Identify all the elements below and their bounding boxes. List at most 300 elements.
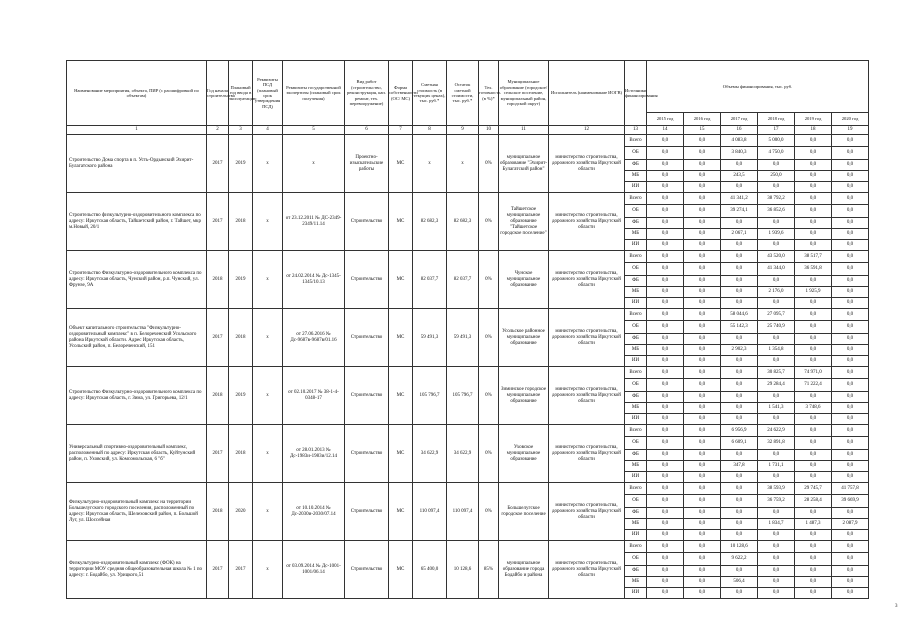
funding-value: 0,0 [832, 345, 869, 356]
funding-value: 0,0 [795, 461, 832, 472]
funding-value: 0,0 [647, 334, 684, 345]
remainder: 34 622,9 [447, 425, 479, 483]
funding-value: 0,0 [684, 508, 721, 519]
end-year: 2018 [229, 425, 253, 483]
column-number: 2 [207, 126, 229, 135]
funding-value: 1 354,8 [758, 345, 795, 356]
funding-value: 0,0 [684, 240, 721, 251]
column-number: 18 [795, 126, 832, 135]
funding-value: 0,0 [758, 240, 795, 251]
funding-value: 0,0 [832, 276, 869, 287]
funding-value: 2 087,9 [832, 519, 869, 530]
funding-source: ОБ [625, 205, 647, 218]
funding-source: ИИ [625, 240, 647, 251]
start-year: 2018 [207, 367, 229, 425]
funding-value: 0,0 [721, 392, 758, 403]
table-row [67, 483, 869, 495]
funding-value: 0,0 [721, 276, 758, 287]
funding-value: 24 622,9 [758, 425, 795, 437]
funding-value: 0,0 [684, 437, 721, 450]
funding-value: 3 840,3 [721, 147, 758, 160]
funding-value: 36 759,2 [758, 495, 795, 508]
funding-source: МБ [625, 519, 647, 530]
funding-value: 0,0 [795, 182, 832, 193]
funding-value: 0,0 [758, 276, 795, 287]
header-estimate: Сметная стоимость (в текущих ценах), тыс. руб.* [413, 61, 447, 126]
funding-value: 0,0 [832, 566, 869, 577]
funding-value: 38 517,7 [795, 251, 832, 263]
column-numbers-row [67, 126, 869, 135]
funding-value: 4 750,0 [758, 147, 795, 160]
funding-value: 243,5 [721, 171, 758, 182]
header-source: Источники финансирования [625, 61, 647, 126]
column-number: 15 [684, 126, 721, 135]
header-expertise: Реквизиты государственной экспертизы (плановый срок получения) [283, 61, 345, 126]
column-number: 1 [67, 126, 207, 135]
funding-value: 0,0 [684, 450, 721, 461]
funding-source: ФБ [625, 276, 647, 287]
funding-source: Всего [625, 367, 647, 379]
funding-source: ОБ [625, 495, 647, 508]
header-executor: Исполнитель (наименование ИОГВ) [549, 61, 625, 126]
header-start-year: Год начала строительства [207, 61, 229, 126]
funding-value: 0,0 [647, 345, 684, 356]
funding-value: 0,0 [795, 193, 832, 205]
funding-value: 0,0 [795, 425, 832, 437]
work-type: Проектно-изыскательские работы [345, 135, 389, 193]
funding-value: 0,0 [795, 276, 832, 287]
funding-value: 0,0 [684, 566, 721, 577]
funding-value: 0,0 [758, 160, 795, 171]
funding-value: 0,0 [795, 530, 832, 541]
funding-value: 0,0 [684, 309, 721, 321]
end-year: 2019 [229, 367, 253, 425]
funding-source: Всего [625, 309, 647, 321]
funding-value: 0,0 [795, 135, 832, 147]
funding-source: МБ [625, 403, 647, 414]
psd: x [253, 135, 283, 193]
funding-value: 0,0 [647, 147, 684, 160]
funding-value: 36 591,8 [795, 263, 832, 276]
funding-value: 0,0 [758, 566, 795, 577]
funding-value: 0,0 [795, 205, 832, 218]
readiness: 0% [479, 193, 499, 251]
estimate: 59 491,3 [413, 309, 447, 367]
funding-value: 0,0 [832, 309, 869, 321]
funding-value: 0,0 [721, 287, 758, 298]
funding-source: Всего [625, 135, 647, 147]
funding-value: 0,0 [684, 287, 721, 298]
municipality: муниципальное образование города Бодайбо и района [499, 541, 549, 599]
funding-value: 0,0 [684, 160, 721, 171]
ownership: МС [389, 483, 413, 541]
funding-value: 0,0 [758, 588, 795, 599]
expertise: от 28.01.2013 № Дс-1983и-1983и/12.14 [283, 425, 345, 483]
remainder: 10 128,6 [447, 541, 479, 599]
funding-value: 0,0 [832, 541, 869, 553]
executor: министерство строительства, дорожного хозяйства Иркутской области [549, 135, 625, 193]
funding-value: 1 925,9 [795, 287, 832, 298]
object-name: Объект капитального строительства "Физкультурно-оздоровительный комплекс" в п. Белореченский Усольского района Иркутской области. Адрес Иркутская область, Усольский район, п. Белореченский, 151 [67, 309, 207, 367]
executor: министерство строительства, дорожного хозяйства Иркутской области [549, 193, 625, 251]
column-number: 17 [758, 126, 795, 135]
funding-value: 39 274,1 [721, 205, 758, 218]
psd: x [253, 251, 283, 309]
funding-value: 0,0 [795, 450, 832, 461]
funding-value: 9 622,2 [721, 553, 758, 566]
funding-value: 1 834,7 [758, 519, 795, 530]
funding-value: 1 731,1 [758, 461, 795, 472]
funding-value: 0,0 [684, 367, 721, 379]
start-year: 2017 [207, 541, 229, 599]
end-year: 2018 [229, 309, 253, 367]
funding-value: 0,0 [684, 147, 721, 160]
funding-value: 0,0 [832, 392, 869, 403]
funding-value: 1 487,3 [795, 519, 832, 530]
executor: министерство строительства, дорожного хозяйства Иркутской области [549, 425, 625, 483]
funding-value: 0,0 [684, 229, 721, 240]
work-type: Строительство [345, 367, 389, 425]
funding-value: 0,0 [721, 566, 758, 577]
ownership: МС [389, 425, 413, 483]
funding-value: 0,0 [758, 530, 795, 541]
expertise: от 03.09.2014 № Дс-1001-1001/06.14 [283, 541, 345, 599]
funding-value: 0,0 [832, 414, 869, 425]
readiness: 0% [479, 251, 499, 309]
remainder: 110 097,4 [447, 483, 479, 541]
funding-value: 0,0 [684, 577, 721, 588]
column-number: 13 [625, 126, 647, 135]
funding-value: 0,0 [684, 379, 721, 392]
funding-value: 29 745,7 [795, 483, 832, 495]
funding-value: 0,0 [832, 263, 869, 276]
readiness: 85% [479, 541, 499, 599]
funding-source: ФБ [625, 450, 647, 461]
funding-value: 0,0 [721, 298, 758, 309]
funding-value: 32 891,8 [758, 437, 795, 450]
funding-value: 0,0 [647, 508, 684, 519]
column-number: 6 [345, 126, 389, 135]
funding-value: 0,0 [647, 287, 684, 298]
header-psd: Реквизиты ПСД (плановый срок утверждения ПСД) [253, 61, 283, 126]
funding-source: ИИ [625, 298, 647, 309]
funding-value: 0,0 [684, 334, 721, 345]
funding-source: ОБ [625, 147, 647, 160]
column-number: 10 [479, 126, 499, 135]
column-number: 12 [549, 126, 625, 135]
funding-value: 6 956,9 [721, 425, 758, 437]
funding-value: 1 939,6 [758, 229, 795, 240]
funding-value: 0,0 [647, 205, 684, 218]
municipality: Усольское районное муниципальное образование [499, 309, 549, 367]
funding-value: 0,0 [795, 334, 832, 345]
funding-value: 0,0 [684, 205, 721, 218]
executor: министерство строительства, дорожного хозяйства Иркутской области [549, 541, 625, 599]
header-year: 2018 год [758, 113, 795, 126]
end-year: 2019 [229, 251, 253, 309]
municipality: Тайшетское муниципальное образование "Тайшетское городское поселение" [499, 193, 549, 251]
funding-value: 2 176,0 [758, 287, 795, 298]
funding-value: 0,0 [795, 218, 832, 229]
funding-value: 0,0 [647, 425, 684, 437]
readiness: 0% [479, 367, 499, 425]
funding-value: 0,0 [795, 472, 832, 483]
funding-value: 41 344,0 [758, 263, 795, 276]
funding-value: 0,0 [721, 519, 758, 530]
psd: x [253, 483, 283, 541]
object-name: Физкультурно-оздоровительный комплекс на территории Большелугского городского поселения, расположенный по адресу: Иркутская область, Шелеховский район, п. Большой Луг, ул. Шоссейная [67, 483, 207, 541]
end-year: 2020 [229, 483, 253, 541]
funding-value: 27 095,7 [758, 309, 795, 321]
work-type: Строительство [345, 541, 389, 599]
funding-source: ФБ [625, 392, 647, 403]
funding-value: 0,0 [647, 483, 684, 495]
funding-value: 0,0 [721, 367, 758, 379]
header-end-year: Плановый год ввода в эксплуатацию [229, 61, 253, 126]
column-number: 11 [499, 126, 549, 135]
funding-source: ФБ [625, 566, 647, 577]
funding-value: 0,0 [647, 392, 684, 403]
header-readiness: Тех. готовность (в %)* [479, 61, 499, 126]
column-number: 19 [832, 126, 869, 135]
funding-source: ИИ [625, 182, 647, 193]
expertise: от 27.06.2016 № Дс-9687в-9687в/01.16 [283, 309, 345, 367]
executor: министерство строительства, дорожного хозяйства Иркутской области [549, 251, 625, 309]
header-year: 2017 год [721, 113, 758, 126]
funding-value: 0,0 [758, 577, 795, 588]
page-mark: 3 [895, 604, 898, 609]
funding-value: 0,0 [684, 392, 721, 403]
funding-value: 0,0 [832, 425, 869, 437]
funding-value: 0,0 [647, 135, 684, 147]
funding-source: ФБ [625, 218, 647, 229]
funding-value: 0,0 [684, 425, 721, 437]
funding-value: 0,0 [832, 508, 869, 519]
funding-value: 0,0 [647, 367, 684, 379]
header-year: 2015 год [647, 113, 684, 126]
object-name: Строительство Дома спорта в п. Усть-Ордынский Эхирит-Булагатского района [67, 135, 207, 193]
funding-value: 0,0 [684, 495, 721, 508]
remainder: 105 796,7 [447, 367, 479, 425]
funding-source: ОБ [625, 321, 647, 334]
funding-source: МБ [625, 229, 647, 240]
header-municipality: Муниципальное образование (городское/сельское поселение, муниципальный район, городской округ) [499, 61, 549, 126]
funding-value: 0,0 [832, 182, 869, 193]
funding-value: 0,0 [684, 461, 721, 472]
funding-value: 41 757,8 [832, 483, 869, 495]
table-row [67, 309, 869, 321]
funding-value: 0,0 [758, 553, 795, 566]
municipality: Большелугское городское поселение [499, 483, 549, 541]
funding-value: 0,0 [832, 205, 869, 218]
funding-value: 0,0 [832, 450, 869, 461]
funding-value: 0,0 [684, 519, 721, 530]
remainder: x [447, 135, 479, 193]
funding-value: 0,0 [721, 483, 758, 495]
funding-value: 0,0 [647, 566, 684, 577]
funding-value: 58 044,6 [721, 309, 758, 321]
psd: x [253, 193, 283, 251]
funding-value: 0,0 [684, 472, 721, 483]
object-name: Универсальный спортивно-оздоровительный комплекс, расположенный по адресу: Иркутская область, Куйтунский район, п. Уховский, ул. Комсомольская, 6 "б" [67, 425, 207, 483]
funding-value: 0,0 [647, 229, 684, 240]
funding-value: 0,0 [758, 218, 795, 229]
funding-value: 0,0 [832, 577, 869, 588]
funding-source: МБ [625, 345, 647, 356]
funding-value: 0,0 [795, 147, 832, 160]
funding-value: 0,0 [647, 379, 684, 392]
funding-value: 0,0 [832, 193, 869, 205]
work-type: Строительство [345, 425, 389, 483]
end-year: 2017 [229, 541, 253, 599]
funding-value: 0,0 [721, 182, 758, 193]
funding-value: 0,0 [758, 356, 795, 367]
funding-value: 0,0 [832, 298, 869, 309]
funding-value: 0,0 [795, 566, 832, 577]
table-body [67, 135, 869, 599]
funding-value: 0,0 [684, 218, 721, 229]
funding-value: 5 000,0 [758, 135, 795, 147]
budget-sheet [66, 60, 866, 599]
funding-value: 0,0 [795, 160, 832, 171]
funding-source: Всего [625, 193, 647, 205]
estimate: 65 400,0 [413, 541, 447, 599]
funding-value: 0,0 [832, 218, 869, 229]
funding-value: 0,0 [684, 553, 721, 566]
ownership: МС [389, 193, 413, 251]
funding-value: 0,0 [832, 367, 869, 379]
funding-source: Всего [625, 541, 647, 553]
funding-value: 0,0 [647, 450, 684, 461]
estimate: 82 682,3 [413, 193, 447, 251]
funding-source: ИИ [625, 414, 647, 425]
funding-value: 0,0 [721, 356, 758, 367]
column-number: 9 [447, 126, 479, 135]
funding-value: 0,0 [795, 392, 832, 403]
municipality: муниципальное образование "Эхирит-Булагатский район" [499, 135, 549, 193]
expertise: от 23.12.2011 № ДС-2349-2349/11.14 [283, 193, 345, 251]
funding-value: 28 258,4 [795, 495, 832, 508]
executor: министерство строительства, дорожного хозяйства Иркутской области [549, 483, 625, 541]
ownership: МС [389, 367, 413, 425]
funding-value: 0,0 [721, 160, 758, 171]
table-row [67, 251, 869, 263]
funding-value: 0,0 [832, 403, 869, 414]
funding-value: 0,0 [721, 218, 758, 229]
funding-value: 0,0 [758, 182, 795, 193]
funding-value: 250,0 [758, 171, 795, 182]
funding-value: 1 541,3 [758, 403, 795, 414]
funding-value: 0,0 [795, 437, 832, 450]
psd: x [253, 367, 283, 425]
funding-value: 0,0 [721, 263, 758, 276]
readiness: 0% [479, 483, 499, 541]
funding-value: 0,0 [758, 450, 795, 461]
funding-value: 0,0 [758, 298, 795, 309]
funding-value: 0,0 [721, 251, 758, 263]
funding-value: 0,0 [684, 588, 721, 599]
funding-table [66, 60, 869, 599]
start-year: 2018 [207, 251, 229, 309]
funding-value: 0,0 [647, 321, 684, 334]
funding-source: ОБ [625, 379, 647, 392]
table-row [67, 135, 869, 147]
funding-value: 0,0 [647, 182, 684, 193]
funding-value: 0,0 [795, 414, 832, 425]
funding-value: 0,0 [684, 541, 721, 553]
funding-value: 0,0 [684, 171, 721, 182]
funding-value: 0,0 [721, 588, 758, 599]
expertise: от 10.10.2014 № Дс-2030и-2030/07.14 [283, 483, 345, 541]
funding-value: 2 067,1 [721, 229, 758, 240]
funding-value: 2 902,3 [721, 345, 758, 356]
funding-value: 0,0 [795, 229, 832, 240]
funding-value: 0,0 [721, 379, 758, 392]
funding-value: 71 222,4 [795, 379, 832, 392]
funding-value: 25 740,9 [758, 321, 795, 334]
funding-value: 0,0 [684, 356, 721, 367]
funding-value: 0,0 [647, 588, 684, 599]
column-number: 5 [283, 126, 345, 135]
funding-value: 0,0 [684, 403, 721, 414]
funding-value: 0,0 [795, 309, 832, 321]
work-type: Строительство [345, 309, 389, 367]
readiness: 0% [479, 425, 499, 483]
funding-value: 0,0 [832, 287, 869, 298]
funding-value: 0,0 [647, 472, 684, 483]
funding-value: 0,0 [647, 403, 684, 414]
work-type: Строительство [345, 193, 389, 251]
funding-source: МБ [625, 287, 647, 298]
funding-value: 0,0 [795, 321, 832, 334]
ownership: МС [389, 251, 413, 309]
estimate: 34 622,9 [413, 425, 447, 483]
funding-value: 0,0 [721, 414, 758, 425]
end-year: 2019 [229, 135, 253, 193]
column-number: 4 [253, 126, 283, 135]
funding-value: 0,0 [758, 472, 795, 483]
funding-value: 0,0 [832, 588, 869, 599]
funding-value: 0,0 [647, 414, 684, 425]
funding-value: 0,0 [684, 135, 721, 147]
funding-value: 0,0 [647, 541, 684, 553]
funding-source: МБ [625, 461, 647, 472]
funding-value: 0,0 [647, 298, 684, 309]
funding-value: 0,0 [647, 240, 684, 251]
funding-value: 0,0 [758, 414, 795, 425]
funding-value: 0,0 [647, 519, 684, 530]
funding-value: 0,0 [684, 345, 721, 356]
funding-value: 43 520,0 [758, 251, 795, 263]
funding-value: 0,0 [647, 193, 684, 205]
funding-value: 0,0 [795, 541, 832, 553]
funding-value: 0,0 [647, 437, 684, 450]
funding-value: 55 142,3 [721, 321, 758, 334]
table-row [67, 193, 869, 205]
funding-value: 0,0 [832, 321, 869, 334]
object-name: Строительство Физкультурно-оздоровительного комплекса по адресу: Иркутская область, Чунский район, р.п. Чунский, ул. Фрунзе, 9А [67, 251, 207, 309]
funding-value: 0,0 [795, 240, 832, 251]
header-remainder: Остаток сметной стоимости, тыс. руб.* [447, 61, 479, 126]
funding-value: 0,0 [832, 379, 869, 392]
column-number: 14 [647, 126, 684, 135]
funding-value: 38 593,9 [758, 483, 795, 495]
estimate: 110 097,4 [413, 483, 447, 541]
funding-source: ФБ [625, 508, 647, 519]
psd: x [253, 309, 283, 367]
start-year: 2017 [207, 193, 229, 251]
funding-source: ОБ [625, 263, 647, 276]
